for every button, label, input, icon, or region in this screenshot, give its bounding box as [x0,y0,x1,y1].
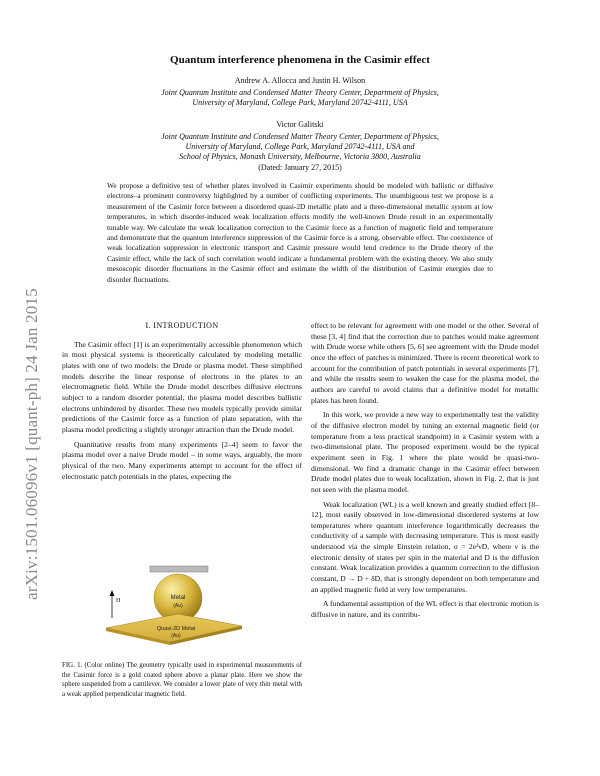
right-paragraph-2: In this work, we provide a new way to experimentally test the validity of the diffusive electron model by tuning an external magnetic field (or temperature from a less practical standpoint) in a Casimir system with a two-dimensional plate. The proposed experiment would be the typical experiment seen in Fig. 1 where the plate would be quasi-two-dimensional. We find a dramatic change in the Casimir effect between Drude model plates due to weak localization, shown in Fig. 2, that is just not seen with the plasma model. [311,410,539,494]
affiliation-1-line-2: University of Maryland, College Park, Maryland 20742-4111, USA [192,98,408,107]
affiliation-2-line-3: School of Physics, Monash University, Melbourne, Victoria 3800, Australia [179,152,421,161]
affiliation-2-line-1: Joint Quantum Institute and Condensed Matter Theory Center, Department of Physics, [161,132,439,141]
right-paragraph-4: A fundamental assumption of the WL effect is that electronic motion is diffusive in nature, and its contribu- [311,599,539,620]
left-column [62,321,302,482]
affiliation-1-line-1: Joint Quantum Institute and Condensed Matter Theory Center, Department of Physics, [161,88,439,97]
plate-label: Quasi-2D Metal [156,626,196,632]
sphere-label-sub: (Au) [173,603,183,609]
intro-paragraph-1: The Casimir effect [1] is an experimentally accessible phenomenon which in most physical systems is theoretically calculated by modeling metallic plates with one of two models: the Drude or plasma model. These simplified models describe the linear response of electrons in the plates to an electromagnetic field. While the Drude model describes diffusive electrons subject to a random disorder potential, the plasma model describes ballistic electrons unhindered by disorder. These two models typically provide similar predictions of the Casimir force as a function of plate separation, with the plasma model predicting a slightly stronger attraction than the Drude model. [62,339,302,434]
plate-label-sub: (Au) [171,633,181,639]
figure-1-casimir-geometry [98,562,248,652]
sphere-label: Metal [170,595,186,601]
paper-title: Quantum interference phenomena in the Casimir effect [170,54,430,66]
authors-line-1: Andrew A. Allocca and Justin H. Wilson [234,76,366,85]
affiliation-2-line-2: University of Maryland, College Park, Maryland 20742-4111, USA and [185,142,415,151]
abstract: We propose a definitive test of whether plates involved in Casimir experiments should be modeled with ballistic or diffusive electrons–a prominent controversy highlighted by a number of conflicting experiments. The unambiguous test we propose is a measurement of the Casimir force between a disordered quasi-2D metallic plate and a three-dimensional metallic system at low temperatures, in which disorder-induced weak localization effects modify the well-known Drude result in an experimentally tunable way. We calculate the weak localization correction to the Casimir force as a function of magnetic field and temperature and demonstrate that the quantum interference suppression of the Casimir force is a strong, observable effect. The coexistence of weak localization suppression in electronic transport and Casimir pressure would lend credence to the Drude theory of the Casimir effect, while the lack of such correlation would indicate a fundamental problem with the existing theory. We also study mesoscopic disorder fluctuations in the Casimir effect and estimate the width of the distribution of Casimir energies due to disorder fluctuations. [107,181,493,284]
right-paragraph-1: effect to be relevant for agreement with one model or the other. Several of these [3, 4] find that the correction due to patches would make agreement with Drude worse while others [5, 6] see agreement with the Drude model once the effect of patches is minimized. There is recent theoretical work to account for the contribution of patch potentials in several experiments [7], and while the results seem to weaken the case for the plasma model, the authors are careful to avoid claims that a definitive model for metallic plates has been found. [311,321,539,405]
figure-1-caption: FIG. 1. (Color online) The geometry typically used in experimental measurements of the Casimir force is a gold coated sphere above a planar plate. Here we show the sphere suspended from a cantilever. We consider a lower plate of very thin metal with a weak applied perpendicular magnetic field. [62,662,302,698]
author-2: Victor Galitski [276,120,324,129]
arxiv-identifier: arXiv:1501.06096v1 [quant-ph] 24 Jan 2015 [22,288,41,600]
cantilever [150,566,208,572]
section-heading-introduction: I. INTRODUCTION [145,321,219,330]
field-arrow-head [110,590,115,596]
date-line: (Dated: January 27, 2015) [258,163,342,172]
intro-paragraph-2: Quantitative results from many experiments [2–4] seem to favor the plasma model over a naive Drude model – in some ways, arguably, the more physical of the two. Many experiments attempt to account for the effect of electrostatic patch potentials in the plates, expecting the [62,439,302,481]
right-column [311,321,539,621]
right-paragraph-3: Weak localization (WL) is a well known and greatly studied effect [8–12], most easily observed in low-dimensional disordered systems at low temperatures where quantum interference logarithmically decreases the conductivity of a sample with decreasing temperature. This is most easily understood via the simple Einstein relation, σ = 2e²νD, where ν is the electronic density of states per spin in the material and D is the diffusion constant. Weak localization provides a quantum correction to the diffusion constant, D → D + δD, that is strongly dependent on both temperature and an applied magnetic field at very low temperatures. [311,499,539,594]
field-label-h: H [116,598,121,604]
